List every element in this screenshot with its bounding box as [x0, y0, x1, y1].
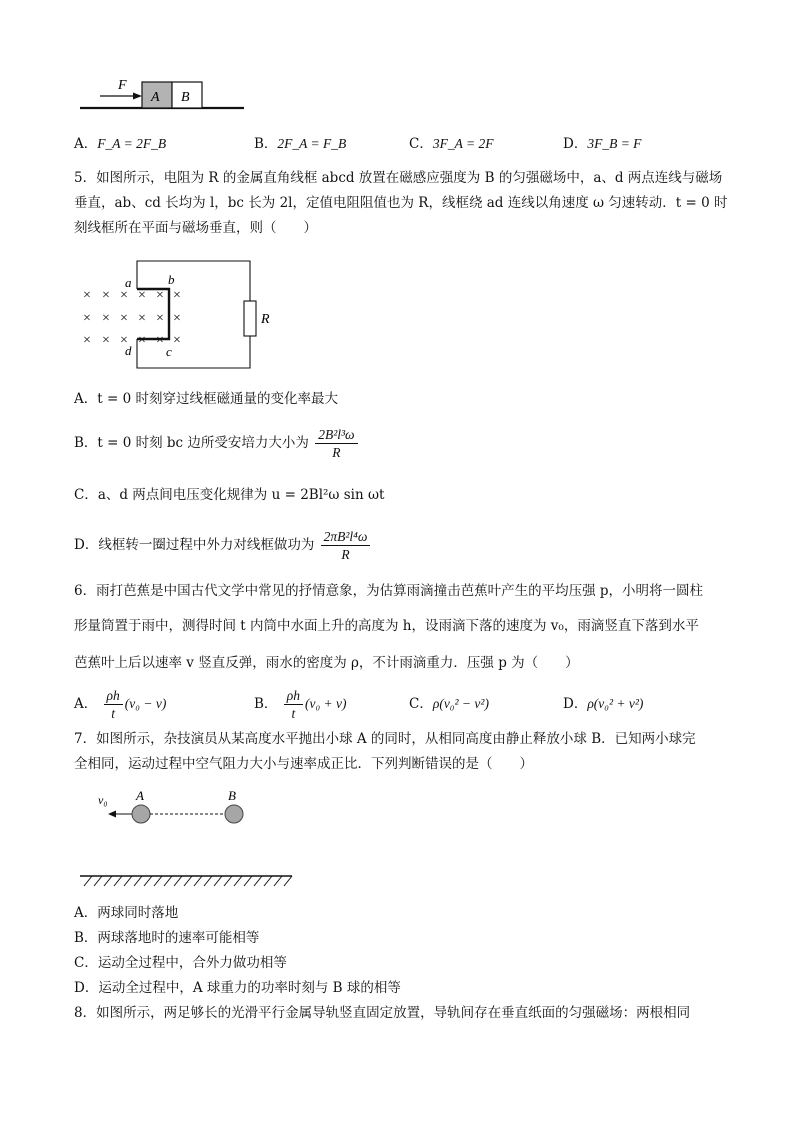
svg-text:×: ×	[83, 333, 91, 348]
top-wire	[137, 261, 250, 301]
svg-text:×: ×	[102, 311, 110, 326]
bottom-wire	[137, 336, 250, 368]
point-a-label: a	[125, 275, 132, 290]
q7-stem-line-2: 全相同，运动过程中空气阻力大小与速率成正比．下列判断错误的是（ ）	[74, 756, 533, 772]
q5-option-b: B．t = 0 时刻 bc 边所受安培力大小为 $\frac{\text{2B²l³ω}}{R}$	[74, 425, 360, 461]
point-d-label: d	[125, 343, 132, 358]
svg-text:×: ×	[83, 311, 91, 326]
resistor-label: R	[261, 312, 270, 327]
q7-balls-figure	[80, 786, 300, 896]
block-a-label: A	[151, 90, 160, 105]
q8-stem-line-1: 8．如图所示，两足够长的光滑平行金属导轨竖直固定放置，导轨间存在垂直纸面的匀强磁场：两根相同	[74, 1005, 691, 1021]
svg-text:×: ×	[156, 288, 164, 303]
q6-option-a: A． $\frac{\rho h}{t}$ (v₀ − v)	[74, 688, 167, 721]
point-c-label: c	[166, 344, 172, 359]
ball-a	[132, 805, 150, 823]
ball-b	[225, 805, 243, 823]
svg-text:×: ×	[120, 311, 128, 326]
q5-option-d: D．线框转一圈过程中外力对线框做功为 $\frac{\text{2πB²l⁴ω}}{R}$	[74, 527, 372, 563]
svg-text:×: ×	[138, 333, 146, 348]
q5-stem-line-3: 刻线框所在平面与磁场垂直，则（ ）	[74, 220, 317, 236]
q6-stem-line-2: 形量筒置于雨中，测得时间 t 内筒中水面上升的高度为 h，设雨滴下落的速度为 v₀，雨滴竖直下落到水平	[74, 618, 699, 634]
ball-b-label: B	[228, 788, 236, 803]
svg-text:×: ×	[120, 288, 128, 303]
svg-text:×: ×	[173, 311, 181, 326]
svg-text:×: ×	[173, 333, 181, 348]
force-label: F	[118, 78, 127, 93]
v0-label: v₀	[98, 793, 108, 807]
q4-option-b: B．2F_A = F_B	[254, 136, 347, 152]
q6-stem-line-3: 芭蕉叶上后以速率 v 竖直反弹，雨水的密度为 ρ，不计雨滴重力．压强 p 为（ ）	[74, 655, 579, 671]
svg-text:×: ×	[102, 288, 110, 303]
svg-text:×: ×	[156, 333, 164, 348]
force-arrowhead-icon	[133, 93, 142, 100]
q7-option-d: D．运动全过程中，A 球重力的功率时刻与 B 球的相等	[74, 980, 401, 996]
q5-option-b-fraction: $\frac{\text{2B²l³ω}}{R}$	[315, 426, 357, 461]
q6-stem-line-1: 6．雨打芭蕉是中国古代文学中常见的抒情意象，为估算雨滴撞击芭蕉叶产生的平均压强 p，小明将一圆柱	[74, 583, 704, 599]
velocity-arrowhead-icon	[108, 811, 116, 818]
q7-stem-line-1: 7．如图所示，杂技演员从某高度水平抛出小球 A 的同时，从相同高度由静止释放小球 B．已知两小球完	[74, 731, 696, 747]
q4-option-c: C．3F_A = 2F	[409, 136, 494, 152]
q5-option-a: A．t = 0 时刻穿过线框磁通量的变化率最大	[74, 391, 338, 407]
ground-hatching	[84, 876, 292, 886]
q7-option-c: C．运动全过程中，合外力做功相等	[74, 955, 287, 971]
svg-text:×: ×	[173, 288, 181, 303]
svg-text:×: ×	[120, 333, 128, 348]
svg-text:×: ×	[156, 311, 164, 326]
q5-option-c: C．a、d 两点间电压变化规律为 u = 2Bl²ω sin ωt	[74, 487, 385, 503]
q4-blocks-figure	[78, 72, 248, 114]
q5-stem-line-2: 垂直，ab、cd 长均为 l，bc 长为 2l，定值电阻阻值也为 R，线框绕 ad 连线以角速度 ω 匀速转动．t = 0 时	[74, 195, 728, 211]
q7-option-a: A．两球同时落地	[74, 905, 179, 921]
q5-stem-line-1: 5．如图所示，电阻为 R 的金属直角线框 abcd 放置在磁感应强度为 B 的匀强磁场中，a、d 两点连线与磁场	[74, 170, 723, 186]
point-b-label: b	[168, 272, 175, 287]
resistor	[244, 301, 256, 336]
svg-text:×: ×	[102, 333, 110, 348]
q6-option-c: C．ρ(v₀² − v²)	[409, 696, 489, 712]
svg-text:×: ×	[83, 288, 91, 303]
q4-option-a: A．F_A = 2F_B	[74, 136, 167, 152]
svg-text:×: ×	[138, 311, 146, 326]
q6-option-b: B． $\frac{\rho h}{t}$ (v₀ + v)	[254, 688, 347, 721]
q4-option-d: D．3F_B = F	[563, 136, 642, 152]
block-b-label: B	[181, 90, 190, 105]
svg-text:×: ×	[138, 288, 146, 303]
q6-option-d: D．ρ(v₀² + v²)	[563, 696, 644, 712]
q5-option-d-fraction: $\frac{\text{2πB²l⁴ω}}{R}$	[321, 528, 371, 563]
ball-a-label: A	[136, 788, 144, 803]
q5-circuit-figure	[80, 254, 280, 374]
q7-option-b: B．两球落地时的速率可能相等	[74, 930, 260, 946]
